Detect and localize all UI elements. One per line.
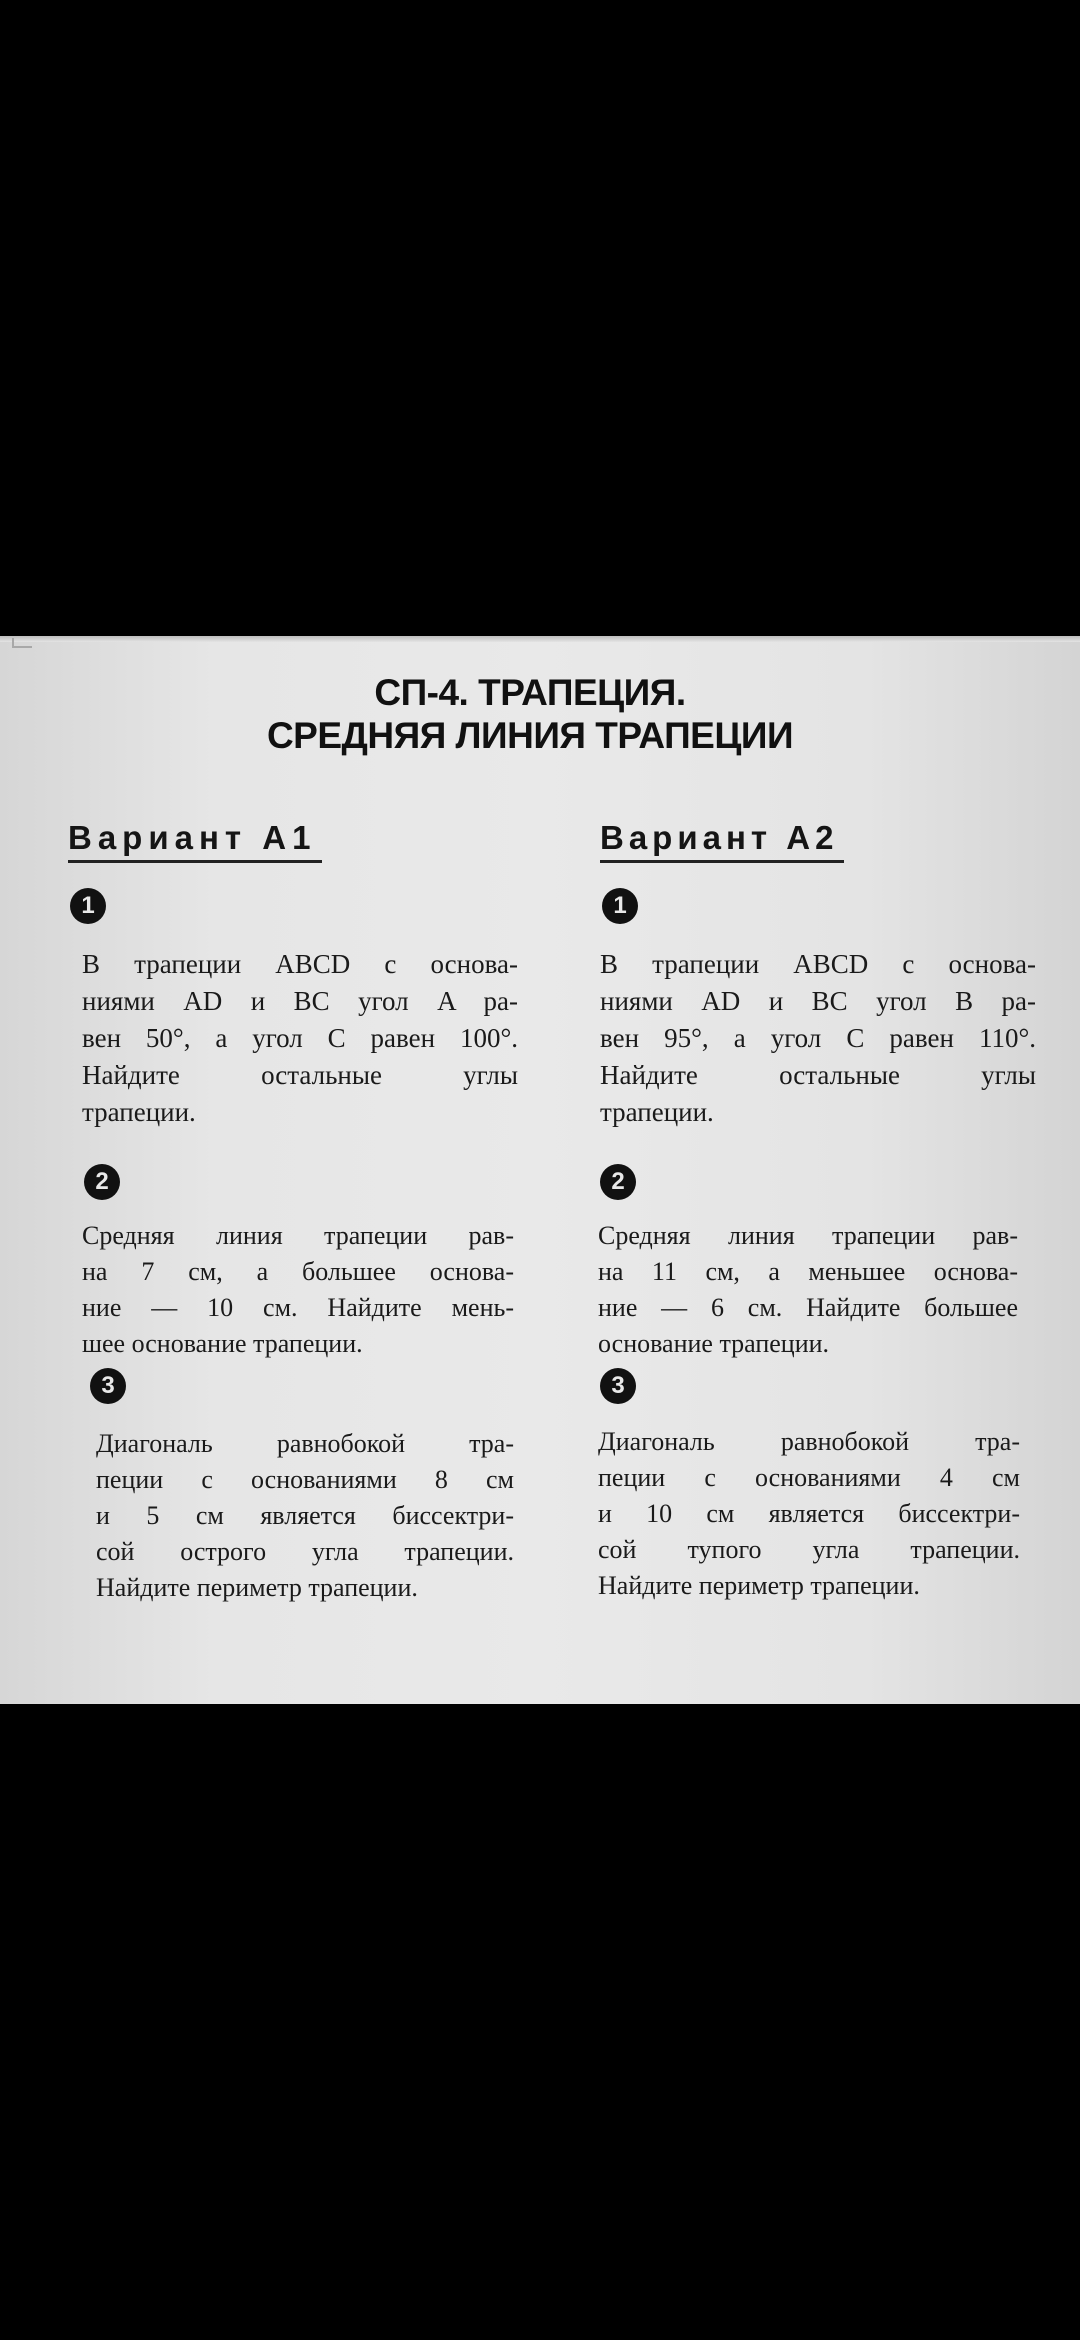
task-line: и 5 см является биссектри- [96, 1501, 514, 1530]
task-2-text [598, 1218, 1018, 1362]
task-line: Средняя линия трапеции рав- [82, 1221, 514, 1250]
task-line: Найдите остальные углы [82, 1060, 518, 1090]
variant-a1-heading: Вариант А1 [68, 816, 322, 863]
task-line: ние — 10 см. Найдите мень- [82, 1293, 514, 1322]
task-line: Найдите периметр трапеции. [96, 1573, 418, 1602]
document-photo [0, 636, 1080, 1704]
task-line: на 11 см, а меньшее основа- [598, 1257, 1018, 1286]
variant-a1-column [68, 816, 518, 1602]
task-number-badge: 2 [600, 1164, 636, 1200]
task-line: ние — 6 см. Найдите большее [598, 1293, 1018, 1322]
page-title-line-1: СП-4. ТРАПЕЦИЯ. [374, 672, 686, 713]
task-line: сой тупого угла трапеции. [598, 1535, 1020, 1564]
variant-a2-column [598, 816, 1040, 1600]
task-line: и 10 см является биссектри- [598, 1499, 1020, 1528]
task-line: вен 95°, а угол C равен 110°. [600, 1023, 1036, 1053]
task-line: вен 50°, а угол C равен 100°. [82, 1023, 518, 1053]
task-line: на 7 см, а большее основа- [82, 1257, 514, 1286]
page-title-line-2: СРЕДНЯЯ ЛИНИЯ ТРАПЕЦИИ [266, 715, 794, 756]
task-number-badge: 1 [70, 888, 106, 924]
task-line: основание трапеции. [598, 1329, 830, 1358]
task-line: В трапеции ABCD с основа- [82, 949, 518, 979]
task-line: В трапеции ABCD с основа- [600, 949, 1036, 979]
task-line: ниями AD и BC угол A ра- [82, 986, 518, 1016]
task-2-text [82, 1218, 514, 1362]
task-line: Диагональ равнобокой тра- [96, 1429, 514, 1458]
task-line: трапеции. [82, 1097, 196, 1127]
task-line: сой острого угла трапеции. [96, 1537, 514, 1566]
task-number-badge: 2 [84, 1164, 120, 1200]
task-line: трапеции. [600, 1097, 714, 1127]
task-line: Найдите остальные углы [600, 1060, 1036, 1090]
task-1-text [600, 946, 1036, 1131]
task-number-badge: 3 [90, 1368, 126, 1404]
variant-a2-heading: Вариант А2 [600, 816, 844, 863]
task-1-text [82, 946, 518, 1131]
task-3-text [96, 1426, 514, 1606]
task-line: пеции с основаниями 4 см [598, 1463, 1020, 1492]
task-3-text [598, 1424, 1020, 1604]
task-line: шее основание трапеции. [82, 1329, 363, 1358]
task-line: Диагональ равнобокой тра- [598, 1427, 1020, 1456]
task-number-badge: 3 [600, 1368, 636, 1404]
task-number-badge: 1 [602, 888, 638, 924]
task-line: Найдите периметр трапеции. [598, 1571, 920, 1600]
task-line: Средняя линия трапеции рав- [598, 1221, 1018, 1250]
task-line: ниями AD и BC угол B ра- [600, 986, 1036, 1016]
task-line: пеции с основаниями 8 см [96, 1465, 514, 1494]
corner-mark [12, 638, 32, 648]
photo-top-edge [0, 636, 1080, 642]
